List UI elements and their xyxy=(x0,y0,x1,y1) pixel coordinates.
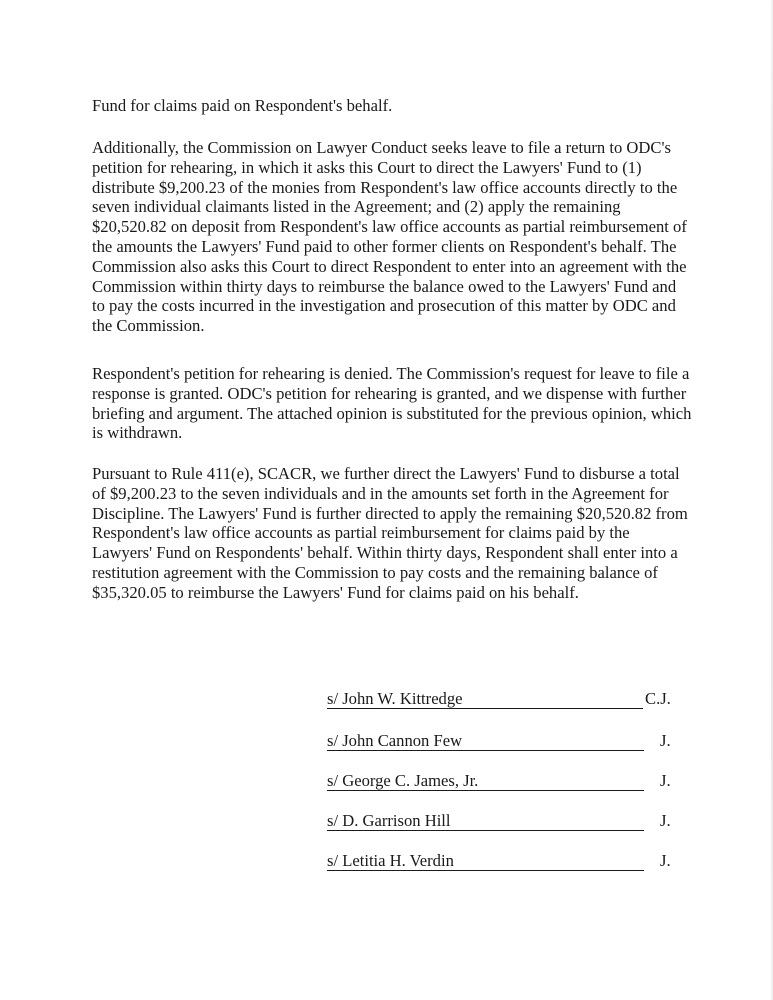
signer-name: s/ John W. Kittredge xyxy=(327,689,463,708)
signature-rule xyxy=(327,790,644,791)
signer-title: J. xyxy=(660,731,671,750)
signer-name: s/ George C. James, Jr. xyxy=(327,771,479,790)
signature-rule xyxy=(327,830,644,831)
signer-title: J. xyxy=(660,771,671,790)
signer-title: C.J. xyxy=(645,689,671,708)
paragraph-continuation: Fund for claims paid on Respondent's behalf. xyxy=(92,96,393,115)
signature-rule xyxy=(327,870,644,871)
signer-name: s/ Letitia H. Verdin xyxy=(327,851,454,870)
paragraph-commission-request: Additionally, the Commission on Lawyer Conduct seeks leave to file a return to ODC's petition for rehearing, in which it asks this Court to direct the Lawyers' Fund to (1) distribute $9,200.23 of the monies from Respondent's law office accounts directly to the seven individual claimants listed in the Agreement; and (2) apply the remaining $20,520.82 on deposit from Respondent's law office accounts as partial reimbursement of the amounts the Lawyers' Fund paid to other former clients on Respondent's behalf. The Commission also asks this Court to direct Respondent to enter into an agreement with the Commission within thirty days to reimburse the balance owed to the Lawyers' Fund and to pay the costs incurred in the investigation and prosecution of this matter by ODC and the Commission. xyxy=(92,138,687,336)
signature-line xyxy=(327,851,677,873)
signer-title: J. xyxy=(660,851,671,870)
signer-name: s/ D. Garrison Hill xyxy=(327,811,451,830)
signer-name: s/ John Cannon Few xyxy=(327,731,463,750)
signature-rule xyxy=(327,750,644,751)
signature-line xyxy=(327,771,677,793)
signature-line xyxy=(327,731,677,753)
paragraph-directive: Pursuant to Rule 411(e), SCACR, we further direct the Lawyers' Fund to disburse a total of $9,200.23 to the seven individuals and in the amounts set forth in the Agreement for Discipline. The Lawyers' Fund is further directed to apply the remaining $20,520.82 from Respondent's law office accounts as partial reimbursement for claims paid by the Lawyers' Fund on Respondents' behalf. Within thirty days, Respondent shall enter into a restitution agreement with the Commission to pay costs and the remaining balance of $35,320.05 to reimburse the Lawyers' Fund for claims paid on his behalf. xyxy=(92,464,688,602)
paragraph-ruling: Respondent's petition for rehearing is denied. The Commission's request for leave to file a response is granted. ODC's petition for rehearing is granted, and we dispense with further briefing and argument. The attached opinion is substituted for the previous opinion, which is withdrawn. xyxy=(92,364,692,443)
signature-rule xyxy=(327,708,643,709)
signature-line xyxy=(327,811,677,833)
signature-line xyxy=(327,689,677,711)
signer-title: J. xyxy=(660,811,671,830)
